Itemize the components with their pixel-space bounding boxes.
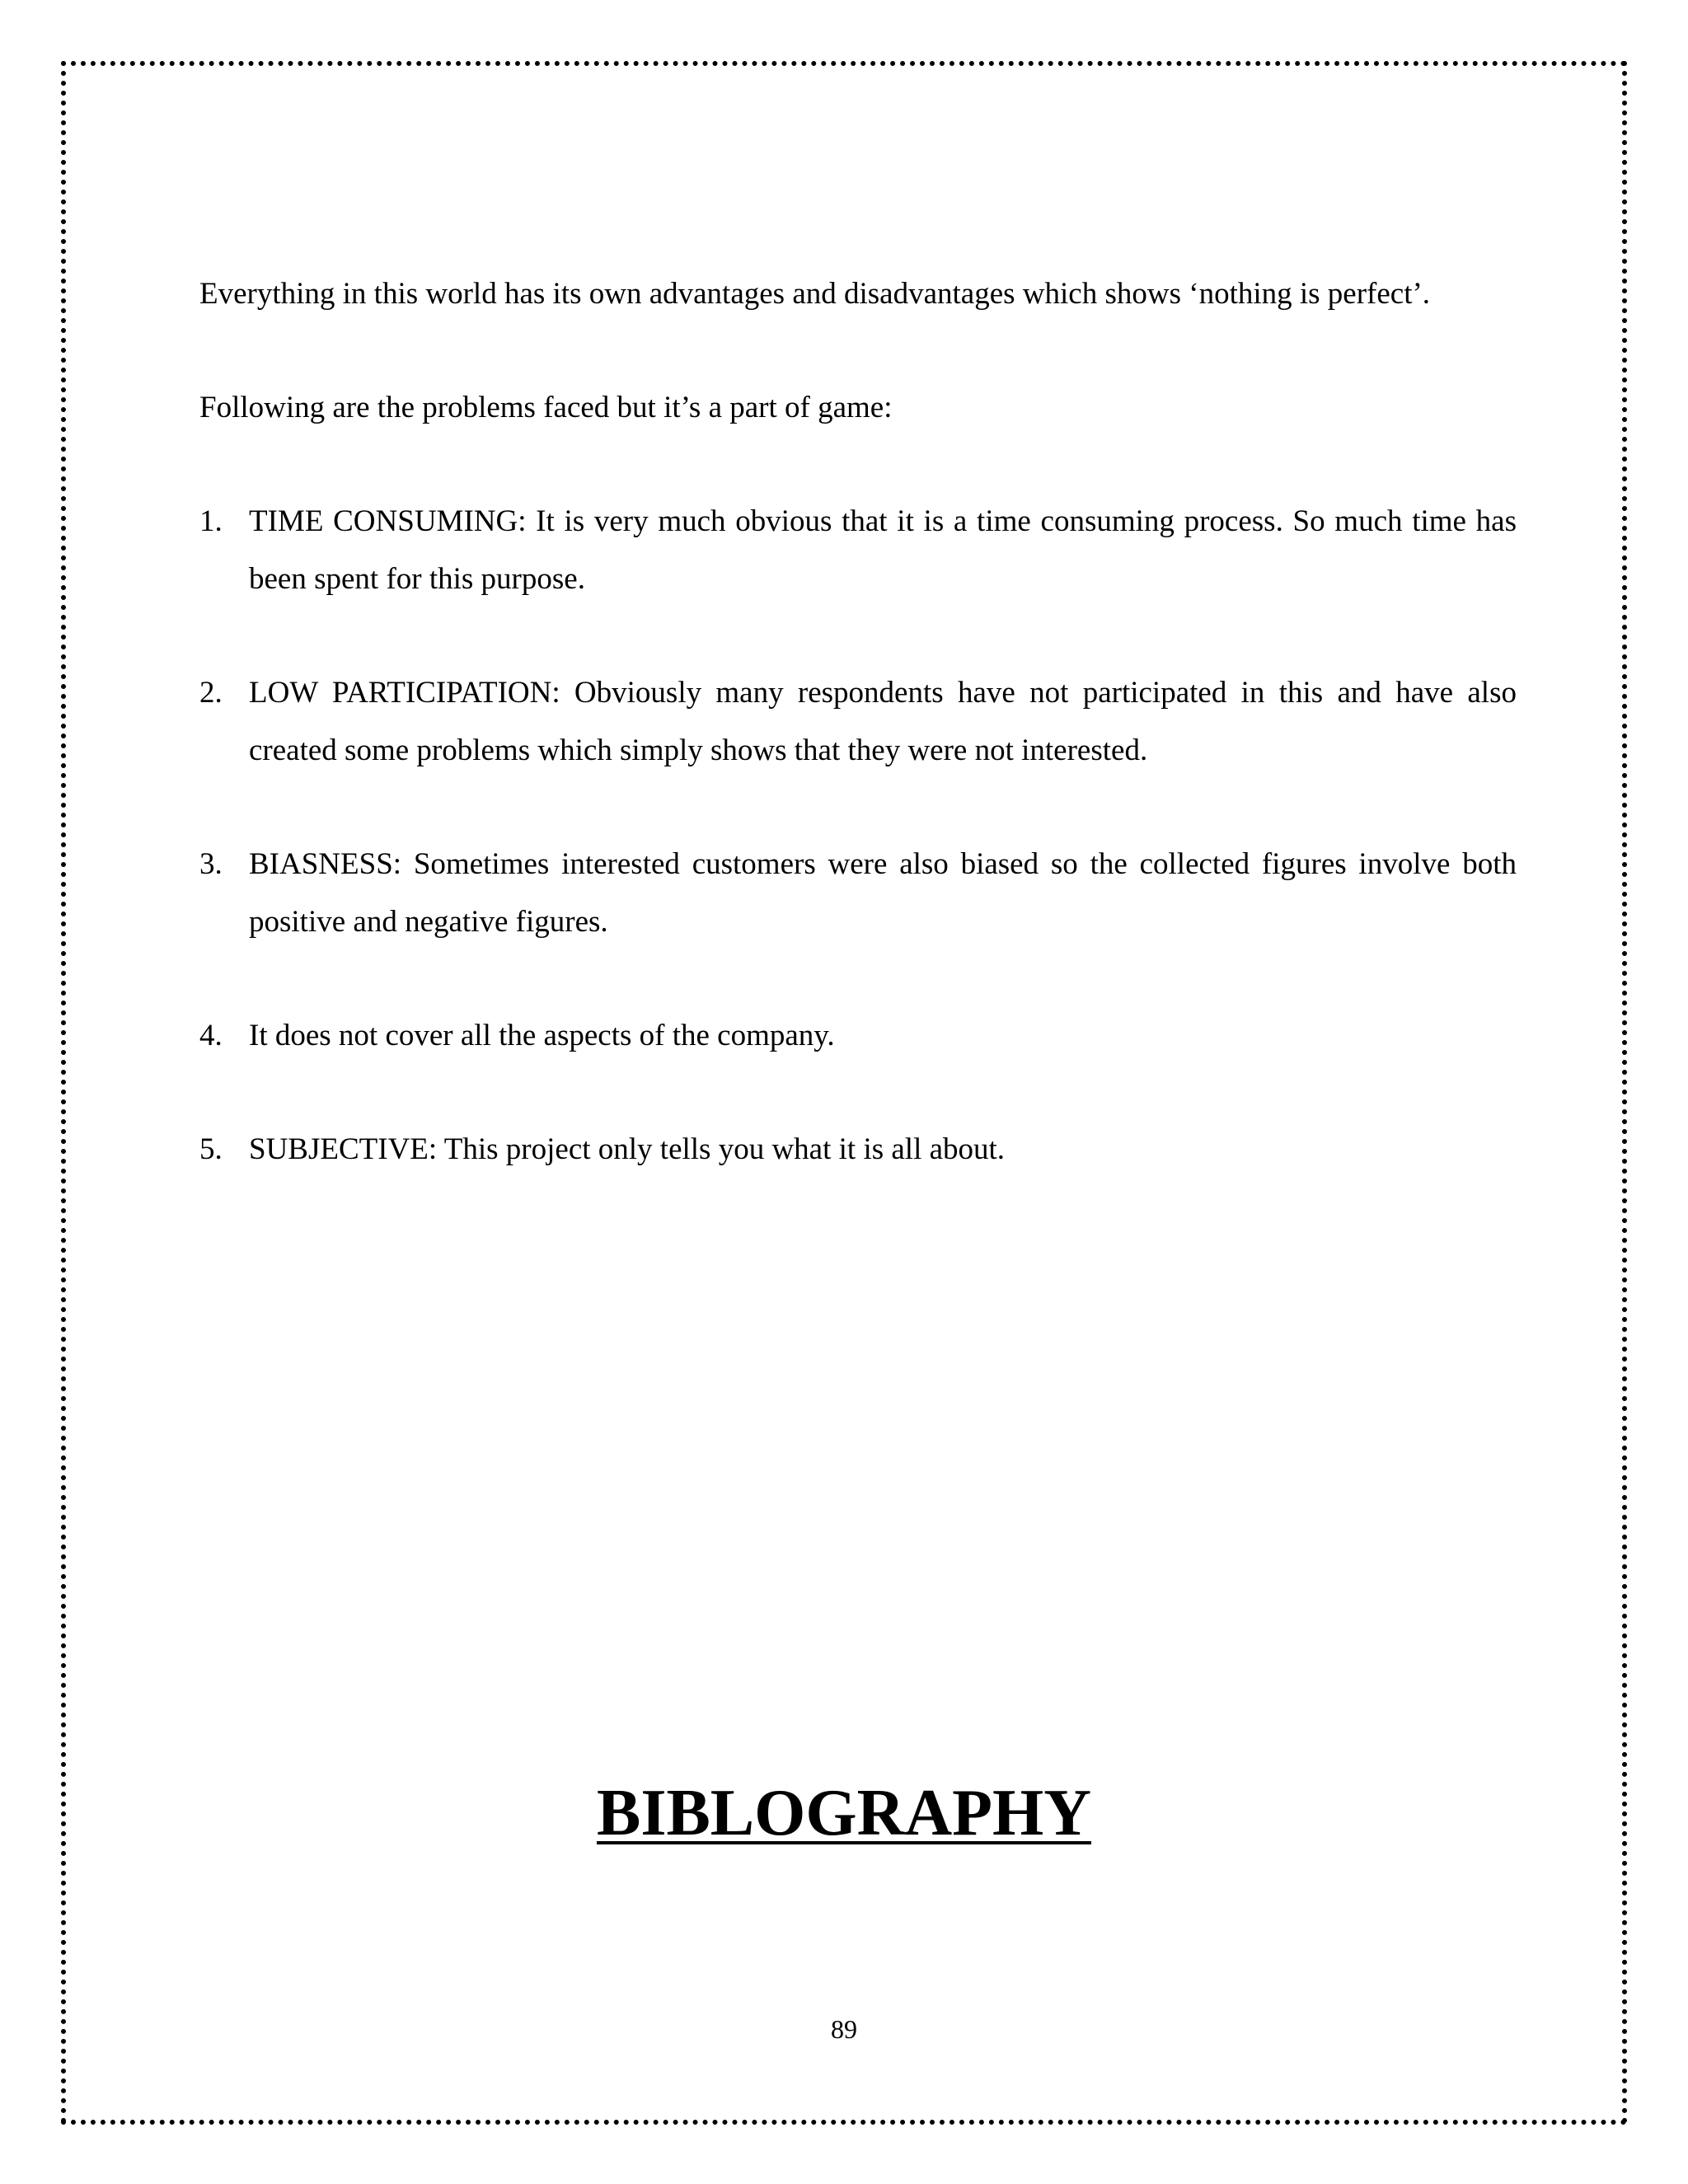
- list-item: [199, 836, 1517, 951]
- list-number: 1.: [199, 504, 223, 538]
- list-item-text: TIME CONSUMING: It is very much obvious that it is a time consuming process. So much time has been spent for this purpose.: [249, 504, 1517, 596]
- list-number: 2.: [199, 676, 223, 710]
- list-item: [199, 1007, 1517, 1065]
- problem-list: [199, 493, 1517, 1179]
- list-item: [199, 1121, 1517, 1179]
- list-number: 3.: [199, 847, 223, 881]
- main-content: [199, 265, 1517, 1235]
- list-item-text: It does not cover all the aspects of the company.: [249, 1019, 835, 1052]
- section-heading: BIBLOGRAPHY: [596, 1777, 1092, 1849]
- lead-paragraph: Following are the problems faced but it’s a part of game:: [199, 391, 893, 424]
- list-item-text: LOW PARTICIPATION: Obviously many respondents have not participated in this and have also created some problems which simply shows that they were not interested.: [249, 676, 1517, 767]
- page-number: 89: [831, 2014, 857, 2044]
- list-number: 4.: [199, 1019, 223, 1052]
- list-number: 5.: [199, 1132, 223, 1166]
- list-item: [199, 493, 1517, 608]
- list-item: [199, 664, 1517, 780]
- list-item-text: BIASNESS: Sometimes interested customers were also biased so the collected figures involve both positive and negative figures.: [249, 847, 1517, 939]
- list-item-text: SUBJECTIVE: This project only tells you what it is all about.: [249, 1132, 1006, 1166]
- intro-paragraph: Everything in this world has its own advantages and disadvantages which shows ‘nothing is perfect’.: [199, 277, 1431, 311]
